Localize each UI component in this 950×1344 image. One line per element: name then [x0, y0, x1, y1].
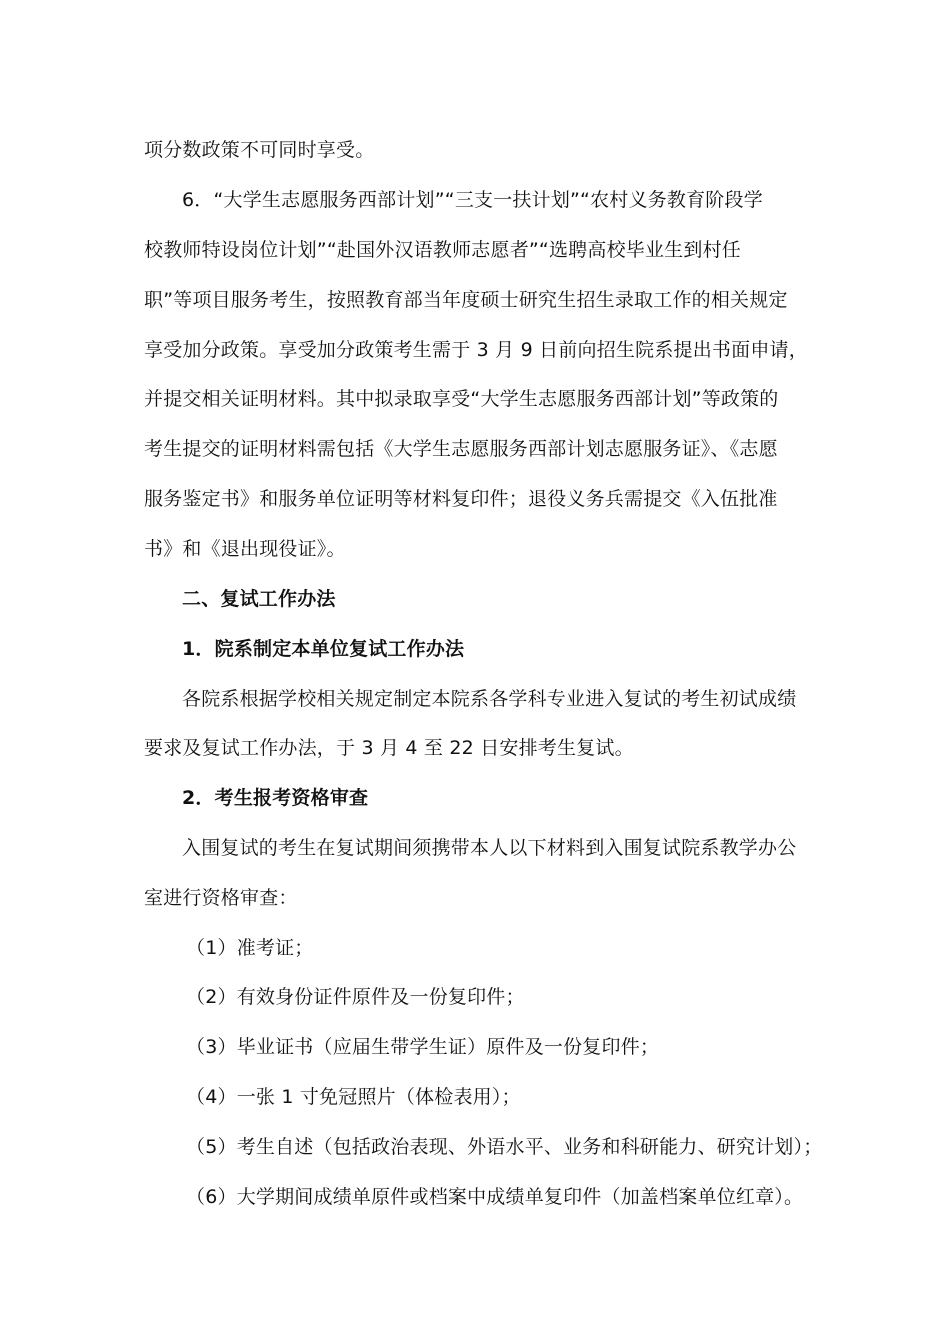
paragraph-line: 书》和《退出现役证》。	[144, 538, 346, 560]
list-item: （4）一张 1 寸免冠照片（体检表用）；	[186, 1086, 521, 1108]
paragraph-line: 各院系根据学校相关规定制定本院系各学科专业进入复试的考生初试成绩	[182, 688, 797, 710]
list-item: （3）毕业证书（应届生带学生证）原件及一份复印件；	[186, 1036, 660, 1058]
paragraph-line: 并提交相关证明材料。其中拟录取享受“大学生志愿服务西部计划”等政策的	[144, 388, 779, 410]
paragraph-line: 6．“大学生志愿服务西部计划”“三支一扶计划”“农村义务教育阶段学	[182, 189, 763, 211]
paragraph-line: 校教师特设岗位计划”“赴国外汉语教师志愿者”“选聘高校毕业生到村任	[144, 239, 741, 261]
paragraph-line: 入围复试的考生在复试期间须携带本人以下材料到入围复试院系教学办公	[182, 837, 797, 859]
list-item: （5）考生自述（包括政治表现、外语水平、业务和科研能力、研究计划）；	[186, 1136, 823, 1158]
list-item: （1）准考证；	[186, 937, 314, 959]
list-item: （6）大学期间成绩单原件或档案中成绩单复印件（加盖档案单位红章）。	[186, 1186, 804, 1208]
section-heading: 二、复试工作办法	[182, 588, 336, 610]
subsection-heading: 2．考生报考资格审查	[182, 787, 369, 809]
subsection-heading: 1．院系制定本单位复试工作办法	[182, 638, 465, 660]
paragraph-line: 享受加分政策。享受加分政策考生需于 3 月 9 日前向招生院系提出书面申请，	[144, 339, 808, 361]
list-item: （2）有效身份证件原件及一份复印件；	[186, 986, 525, 1008]
paragraph-line: 项分数政策不可同时享受。	[144, 139, 375, 161]
paragraph-line: 考生提交的证明材料需包括《大学生志愿服务西部计划志愿服务证》、《志愿	[144, 438, 778, 460]
paragraph-line: 室进行资格审查：	[144, 887, 298, 909]
paragraph-line: 职”等项目服务考生，按照教育部当年度硕士研究生招生录取工作的相关规定	[144, 289, 788, 311]
paragraph-line: 服务鉴定书》和服务单位证明等材料复印件；退役义务兵需提交《入伍批准	[144, 488, 778, 510]
paragraph-line: 要求及复试工作办法，于 3 月 4 至 22 日安排考生复试。	[144, 737, 634, 759]
